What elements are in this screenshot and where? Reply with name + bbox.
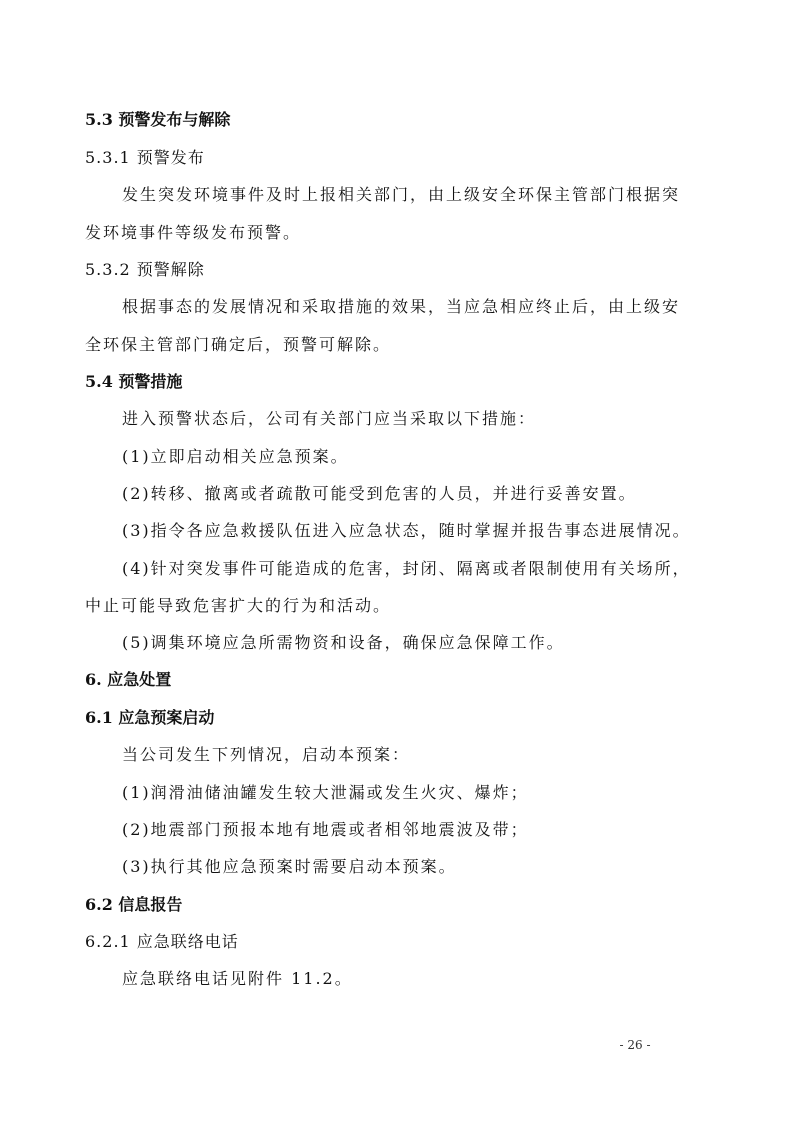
paragraph-line: 中止可能导致危害扩大的行为和活动。 (85, 596, 392, 615)
section-heading-6: 6. 应急处置 (85, 670, 172, 689)
list-item: (3)指令各应急救援队伍进入应急状态，随时掌握并报告事态进展情况。 (122, 521, 691, 540)
paragraph-line: 进入预警状态后，公司有关部门应当采取以下措施： (122, 409, 537, 428)
list-item: (4)针对突发事件可能造成的危害，封闭、隔离或者限制使用有关场所， (122, 559, 691, 578)
paragraph-line: 发环境事件等级发布预警。 (85, 223, 302, 242)
list-item: (2)转移、撤离或者疏散可能受到危害的人员，并进行妥善安置。 (122, 484, 637, 503)
section-heading-5-4: 5.4 预警措施 (85, 372, 183, 391)
list-item: (5)调集环境应急所需物资和设备，确保应急保障工作。 (122, 633, 565, 652)
section-heading-5-3: 5.3 预警发布与解除 (85, 110, 231, 129)
paragraph-line: 全环保主管部门确定后，预警可解除。 (85, 335, 392, 354)
paragraph-line: 当公司发生下列情况，启动本预案： (122, 745, 411, 764)
subsection-heading-5-3-2: 5.3.2 预警解除 (85, 260, 205, 279)
section-heading-6-2: 6.2 信息报告 (85, 895, 183, 914)
section-heading-6-1: 6.1 应急预案启动 (85, 708, 215, 727)
list-item: (3)执行其他应急预案时需要启动本预案。 (122, 857, 457, 876)
paragraph-line: 发生突发环境事件及时上报相关部门，由上级安全环保主管部门根据突 (122, 185, 681, 204)
subsection-heading-5-3-1: 5.3.1 预警发布 (85, 148, 205, 167)
subsection-heading-6-2-1: 6.2.1 应急联络电话 (85, 932, 239, 951)
list-item: (2)地震部门预报本地有地震或者相邻地震波及带； (122, 820, 529, 839)
list-item: (1)立即启动相关应急预案。 (122, 447, 349, 466)
list-item: (1)润滑油储油罐发生较大泄漏或发生火灾、爆炸； (122, 783, 529, 802)
paragraph-line: 应急联络电话见附件 11.2。 (122, 969, 353, 988)
page-number: - 26 - (619, 1038, 651, 1052)
paragraph-line: 根据事态的发展情况和采取措施的效果，当应急相应终止后，由上级安 (122, 297, 681, 316)
